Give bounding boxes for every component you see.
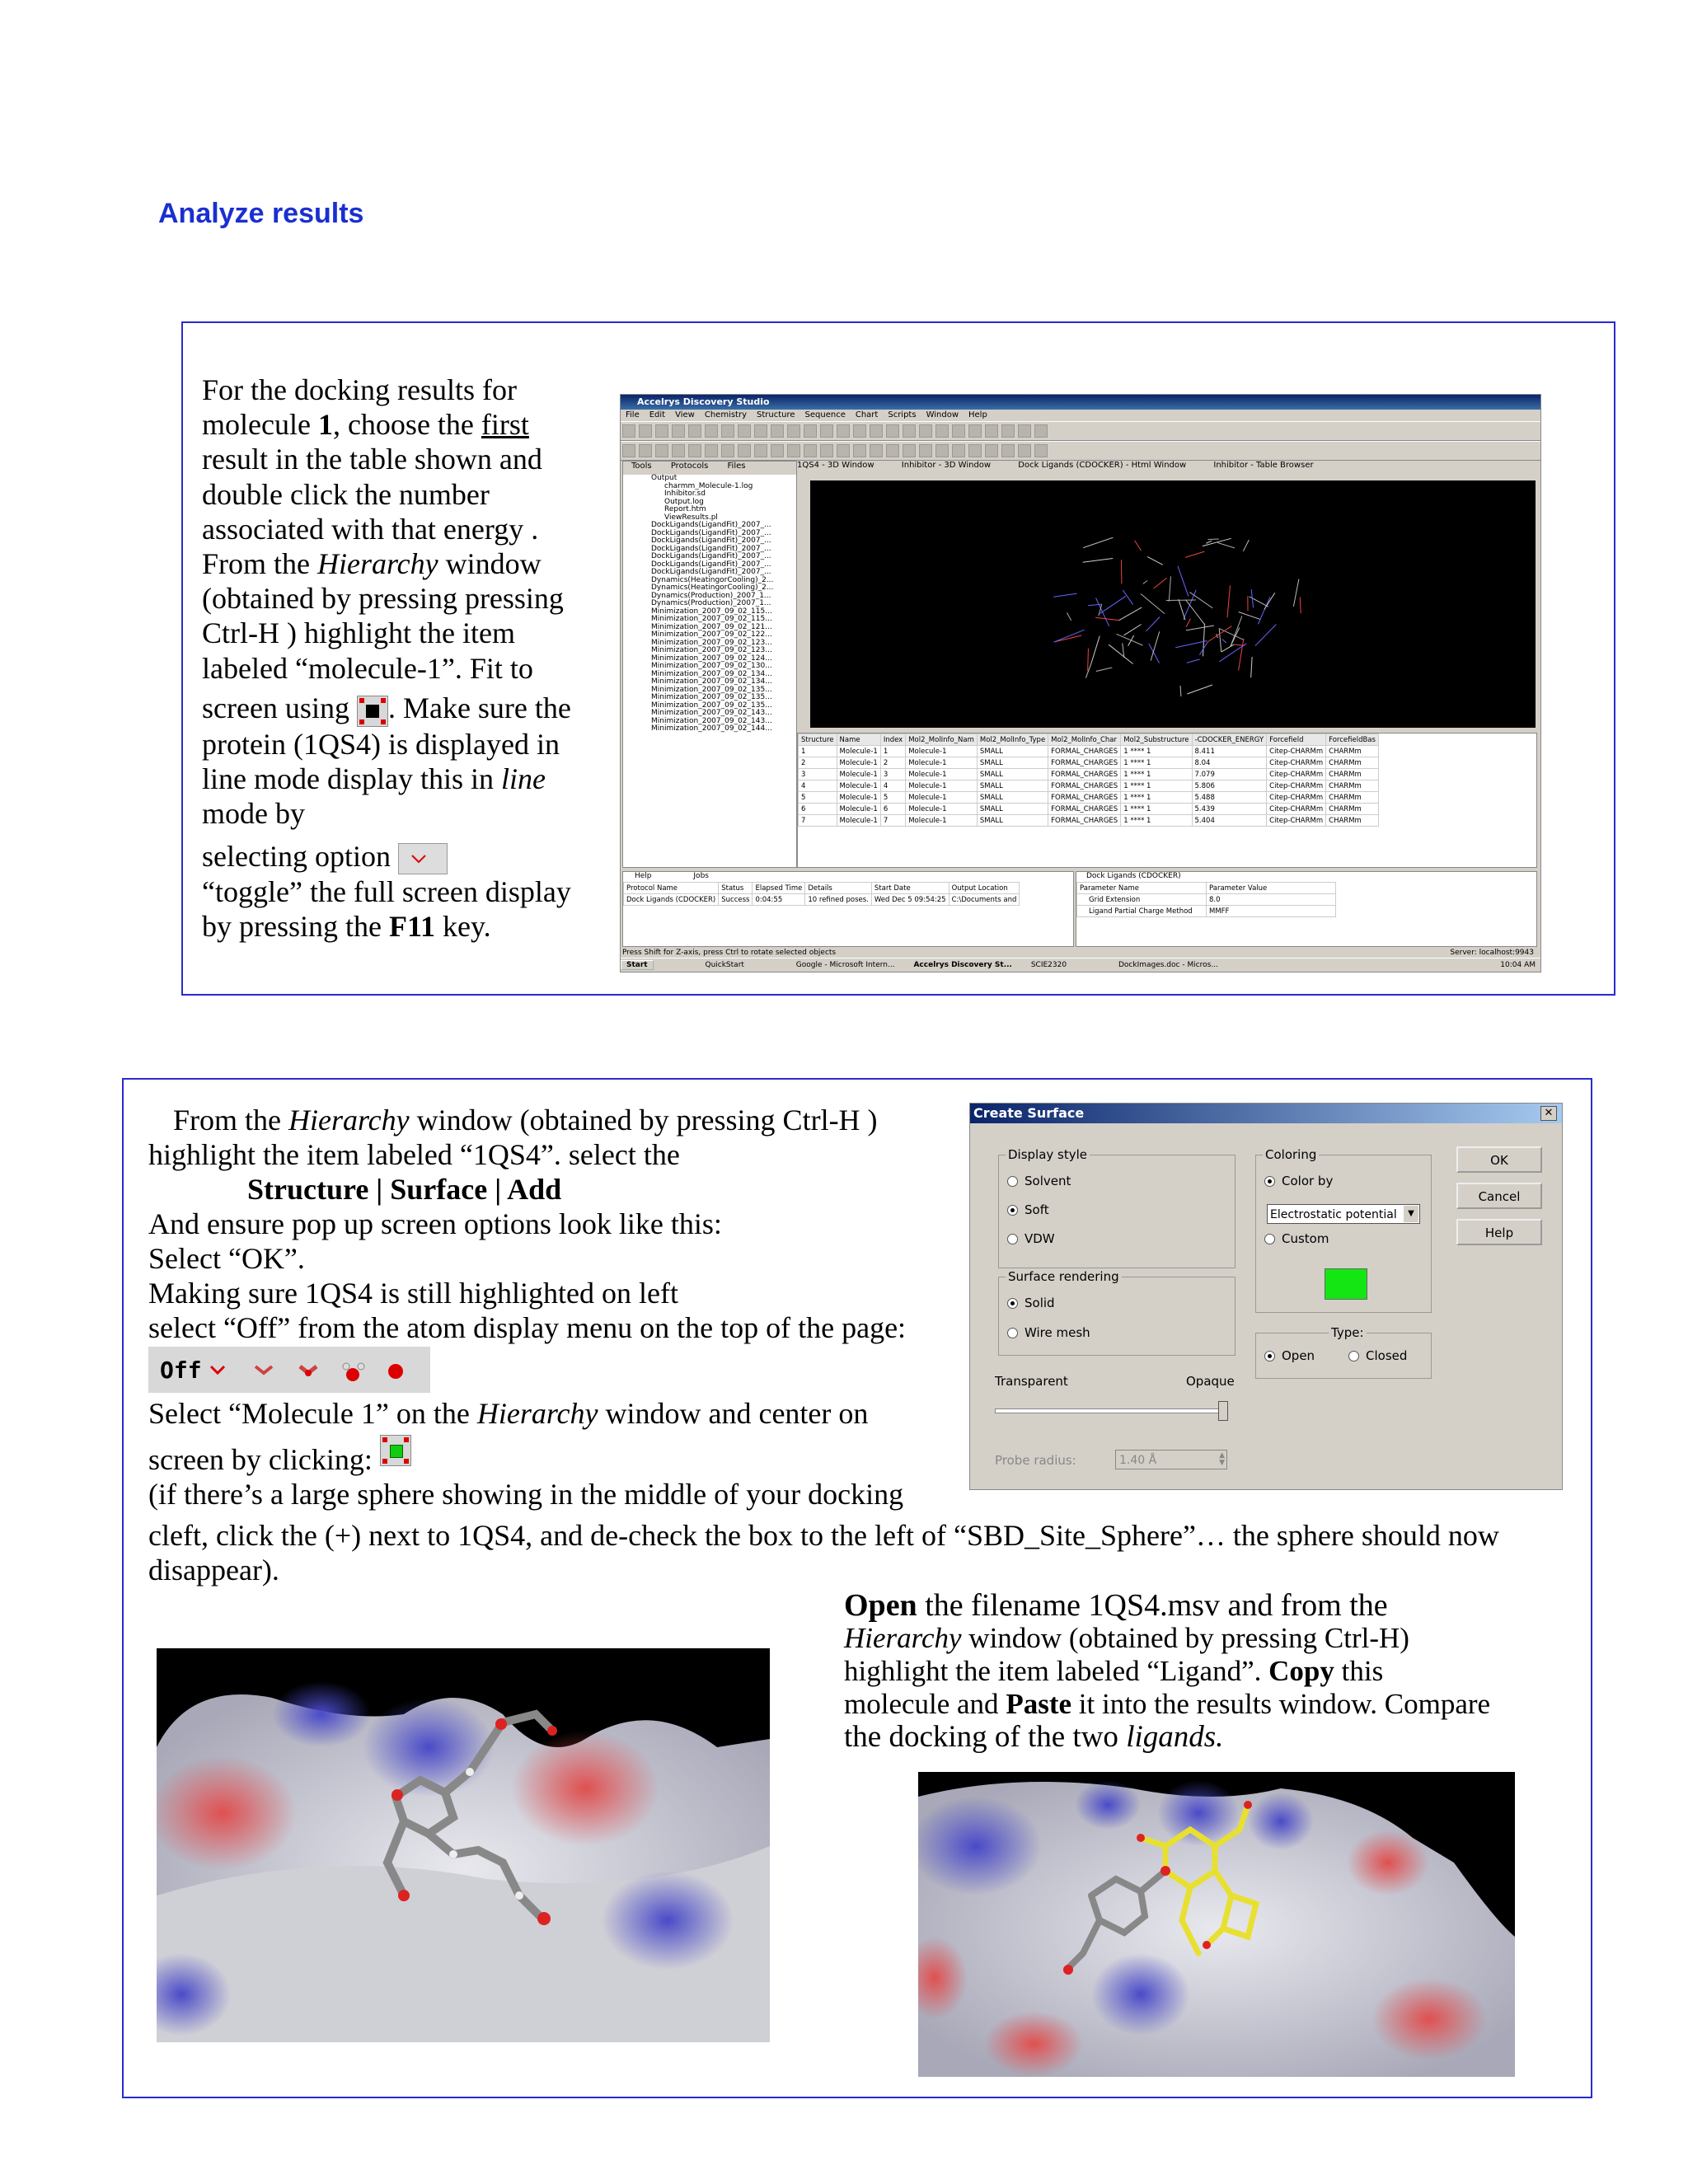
section-heading: Analyze results [158,198,364,229]
table-row[interactable] [799,757,1379,769]
ds-params-panel [1076,871,1537,947]
discovery-studio-screenshot [620,394,1541,972]
table-cell[interactable]: FORMAL_CHARGES [1048,769,1121,780]
probe-radius-label: Probe radius: [995,1453,1076,1468]
table-cell[interactable]: SMALL [977,815,1048,827]
toolbar-button[interactable] [837,424,850,438]
ds-table-browser [797,733,1537,868]
table-cell[interactable]: 8.411 [1192,746,1267,757]
jobs-header[interactable]: Elapsed Time [753,883,805,894]
table-cell[interactable]: Molecule-1 [906,769,978,780]
menu-chemistry[interactable]: Chemistry [704,410,747,419]
tree-item[interactable]: Output.log [664,497,704,506]
toolbar-button[interactable] [804,424,817,438]
radio-open[interactable]: Open [1264,1348,1315,1363]
dialog-title: Create Surface [970,1104,1562,1123]
tree-item[interactable]: ViewResults.pl [664,513,718,522]
toolbar-button[interactable] [968,444,982,457]
type-label: Type: [1329,1325,1367,1340]
table-cell[interactable]: CHARMm [1326,746,1379,757]
table-cell[interactable]: FORMAL_CHARGES [1048,804,1121,815]
tree-item[interactable]: Dynamics(Production)_2007_1... [651,591,771,600]
column-header[interactable]: Mol2_Substructure [1121,734,1192,746]
params-table [1076,882,1336,917]
table-cell[interactable]: 5.439 [1192,804,1267,815]
tree-item[interactable]: Minimization_2007_09_02_135... [651,685,772,694]
ds-3d-view[interactable] [810,480,1536,728]
radio-solvent[interactable]: Solvent [1007,1174,1071,1188]
protein-wireframe [810,480,1536,728]
toolbar-button[interactable] [903,424,916,438]
ds-left-tabs [623,462,796,475]
opaque-label: Opaque [1186,1374,1235,1389]
jobs-header[interactable]: Start Date [871,883,949,894]
radio-solid[interactable]: Solid [1007,1296,1055,1310]
tree-item[interactable]: Minimization_2007_09_02_143... [651,709,772,717]
status-right: Server: localhost:9943 [1450,949,1534,957]
column-header[interactable]: Name [837,734,880,746]
toolbar-button[interactable] [1034,424,1048,438]
jobs-header[interactable]: Output Location [949,883,1020,894]
toolbar-button[interactable] [870,424,883,438]
tree-item[interactable]: DockLigands(LigandFit)_2007_... [651,552,771,560]
radio-closed[interactable]: Closed [1348,1348,1407,1363]
table-cell[interactable]: Citep-CHARMm [1267,780,1326,792]
toolbar-button[interactable] [738,424,751,438]
jobs-cell[interactable]: Dock Ligands (CDOCKER) [624,894,719,906]
tree-item[interactable]: Inhibitor.sd [664,490,706,498]
table-cell[interactable]: CHARMm [1326,804,1379,815]
toolbar-button[interactable] [886,424,899,438]
help-button[interactable]: Help [1456,1219,1542,1245]
toolbar-button[interactable] [886,444,899,457]
center-on-screen-icon[interactable] [380,1435,411,1466]
table-cell[interactable]: 6 [799,804,837,815]
tree-item[interactable]: Minimization_2007_09_02_123... [651,646,772,654]
toolbar-button[interactable] [1001,444,1015,457]
menu-file[interactable]: File [626,410,640,419]
table-cell[interactable]: FORMAL_CHARGES [1048,780,1121,792]
status-left: Press Shift for Z-axis, press Ctrl to rotate selected objects [622,949,837,957]
jobs-tabs [623,872,1073,882]
tree-item[interactable]: Minimization_2007_09_02_135... [651,693,772,701]
table-cell[interactable]: CHARMm [1326,792,1379,804]
toolbar-button[interactable] [952,444,965,457]
toolbar-button[interactable] [738,444,751,457]
atom-display-menu [148,1347,430,1393]
tab-help[interactable]: Help [635,872,652,880]
table-cell[interactable]: Molecule-1 [906,757,978,769]
tab-inhibitor-3d[interactable]: Inhibitor - 3D Window [901,461,992,470]
toolbar-button[interactable] [820,424,833,438]
table-cell[interactable]: 6 [880,804,905,815]
tree-item[interactable]: Minimization_2007_09_02_135... [651,701,772,710]
toolbar-button[interactable] [655,444,668,457]
table-cell[interactable]: SMALL [977,769,1048,780]
table-cell[interactable]: 5 [799,792,837,804]
toolbar-button[interactable] [935,444,949,457]
type-group [1255,1325,1432,1379]
column-header[interactable]: ForcefieldBas [1326,734,1379,746]
table-cell[interactable]: Citep-CHARMm [1267,757,1326,769]
tab-inhibitor-table[interactable]: Inhibitor - Table Browser [1213,461,1314,470]
table-cell[interactable]: Molecule-1 [837,769,880,780]
table-cell[interactable]: 1 **** 1 [1121,792,1192,804]
atom-style-icons [148,1347,430,1393]
jobs-cell[interactable]: Success [719,894,753,906]
table-cell[interactable]: 1 **** 1 [1121,746,1192,757]
slider-thumb[interactable] [1218,1401,1228,1421]
toolbar-button[interactable] [688,424,701,438]
custom-color-swatch[interactable] [1325,1268,1367,1300]
tree-item[interactable]: Minimization_2007_09_02_121... [651,622,772,631]
params-tab[interactable]: Dock Ligands (CDOCKER) [1086,872,1181,880]
toolbar-button[interactable] [787,444,800,457]
menu-help[interactable]: Help [968,410,987,419]
transparent-label: Transparent [995,1374,1068,1389]
table-cell[interactable]: 1 **** 1 [1121,780,1192,792]
tab-1qs4-3d[interactable]: 1QS4 - 3D Window [797,461,874,470]
close-icon[interactable]: ✕ [1540,1106,1557,1121]
jobs-table [623,882,1020,906]
table-cell[interactable]: SMALL [977,746,1048,757]
toolbar-button[interactable] [622,444,635,457]
radio-vdw[interactable]: VDW [1007,1231,1055,1246]
tree-item[interactable]: Minimization_2007_09_02_143... [651,716,772,725]
tree-item[interactable]: DockLigands(LigandFit)_2007_... [651,528,771,537]
table-cell[interactable]: Molecule-1 [837,804,880,815]
jobs-cell[interactable]: Wed Dec 5 09:54:25 [871,894,949,906]
params-header: Parameter Value [1207,883,1336,894]
toolbar-button[interactable] [985,444,998,457]
menu-chart[interactable]: Chart [855,410,879,419]
toolbar-button[interactable] [1018,444,1031,457]
surface-rendering-group [998,1269,1236,1356]
table-cell[interactable]: Citep-CHARMm [1267,769,1326,780]
taskbar-scie2320[interactable]: SCIE2320 [1030,961,1067,969]
step3-text: Open the filename 1QS4.msv and from the Hierarchy window (obtained by pressing Ctrl-H) highlight the item labeled “Ligand”. Copy this molecule and Paste it into the results window. Compare the docking of the two ligands. [844,1588,1491,1754]
table-cell[interactable]: 2 [880,757,905,769]
radio-custom[interactable]: Custom [1264,1231,1329,1246]
column-header[interactable]: Structure [799,734,837,746]
ds-statusbar [622,949,1537,957]
step1-text: For the docking results for molecule 1, choose the first result in the table shown and double click the number associated with that energy . From the Hierarchy window (obtained by pressing pressing Ctrl-H ) highlight the item labeled “molecule-1”. Fit to screen using . Make sure the protein (1QS4) is displayed in line mode display this in line mode by selecting option “toggle” the full screen display by pressing the F11 key. [202,373,571,944]
tree-item[interactable]: Minimization_2007_09_02_124... [651,654,772,663]
toolbar-button[interactable] [935,424,949,438]
results-table [798,733,1379,827]
start-button[interactable]: Start [621,960,654,970]
tree-item[interactable]: charmm_Molecule-1.log [664,481,753,490]
toolbar-button[interactable] [919,444,932,457]
params-cell[interactable]: Ligand Partial Charge Method [1077,906,1207,917]
table-cell[interactable]: Citep-CHARMm [1267,792,1326,804]
toolbar-button[interactable] [968,424,982,438]
tree-item[interactable]: Minimization_2007_09_02_134... [651,677,772,686]
params-cell[interactable]: 8.0 [1207,894,1336,906]
table-cell[interactable]: 1 **** 1 [1121,769,1192,780]
column-header[interactable]: Mol2_MolInfo_Type [977,734,1048,746]
ds-toolbar [621,421,1540,441]
jobs-cell[interactable]: C:\Documents and [949,894,1020,906]
off-option[interactable]: Off [160,1357,202,1384]
display-style-label: Display style [1006,1147,1090,1162]
table-cell[interactable]: Molecule-1 [906,780,978,792]
line-style-icon [399,844,447,874]
params-cell[interactable]: Grid Extension [1077,894,1207,906]
toolbar-button[interactable] [1001,424,1015,438]
table-cell[interactable]: Molecule-1 [837,815,880,827]
table-cell[interactable]: 5 [880,792,905,804]
menu-sequence[interactable]: Sequence [804,410,846,419]
column-header[interactable]: Mol2_MolInfo_Char [1048,734,1121,746]
table-cell[interactable]: Molecule-1 [906,746,978,757]
ds-doc-tabs [797,461,1537,474]
taskbar-clock: 10:04 AM [1500,961,1536,969]
params-header: Parameter Name [1077,883,1207,894]
table-cell[interactable]: FORMAL_CHARGES [1048,757,1121,769]
tree-item[interactable]: Minimization_2007_09_02_130... [651,662,772,670]
step2-text-continued: cleft, click the (+) next to 1QS4, and de-check the box to the left of “SBD_Site_Sphere”… the sphere should now disappear). [148,1519,1499,1586]
toolbar-button[interactable] [919,424,932,438]
table-cell[interactable]: CHARMm [1326,769,1379,780]
taskbar-quickstart[interactable]: QuickStart [705,961,744,969]
jobs-header[interactable]: Status [719,883,753,894]
table-cell[interactable]: Molecule-1 [837,792,880,804]
table-cell[interactable]: Citep-CHARMm [1267,815,1326,827]
table-cell[interactable]: SMALL [977,780,1048,792]
table-cell[interactable]: 2 [799,757,837,769]
table-row[interactable] [799,769,1379,780]
toolbar-button[interactable] [639,424,652,438]
table-cell[interactable]: FORMAL_CHARGES [1048,746,1121,757]
toolbar-button[interactable] [754,424,767,438]
tab-protocols[interactable]: Protocols [670,462,709,471]
table-cell[interactable]: 1 **** 1 [1121,804,1192,815]
toolbar-button[interactable] [771,424,784,438]
toolbar-button[interactable] [721,444,734,457]
table-row[interactable] [799,804,1379,815]
toolbar-button[interactable] [787,424,800,438]
jobs-cell[interactable]: 10 refined poses. [805,894,872,906]
toolbar-button[interactable] [853,424,866,438]
tree-item[interactable]: Minimization_2007_09_02_144... [651,724,772,733]
surface-rendering-label: Surface rendering [1006,1269,1122,1284]
tree-item[interactable]: DockLigands(LigandFit)_2007_... [651,568,771,576]
docking-surface-image-2 [918,1772,1515,2077]
table-cell[interactable]: 4 [880,780,905,792]
display-style-group [998,1147,1236,1268]
column-header[interactable]: Index [880,734,905,746]
menu-view[interactable]: View [675,410,695,419]
tree-item[interactable]: Dynamics(HeatingorCooling)_2... [651,575,774,584]
toolbar-button[interactable] [1034,444,1048,457]
windows-taskbar [621,958,1540,972]
toolbar-button[interactable] [754,444,767,457]
table-cell[interactable]: SMALL [977,792,1048,804]
column-header[interactable]: Forcefield [1267,734,1326,746]
tree-item[interactable]: Dynamics(Production)_2007_1... [651,599,771,607]
table-cell[interactable]: 1 **** 1 [1121,815,1192,827]
toolbar-button[interactable] [705,444,718,457]
table-cell[interactable]: Molecule-1 [906,792,978,804]
toolbar-button[interactable] [639,444,652,457]
tree-item[interactable]: DockLigands(LigandFit)_2007_... [651,560,771,569]
table-cell[interactable]: SMALL [977,804,1048,815]
tree-item[interactable]: Dynamics(HeatingorCooling)_2... [651,583,774,592]
toolbar-button[interactable] [853,444,866,457]
ds-files-panel [622,461,797,868]
surface-render-1 [157,1648,770,2042]
toolbar-button[interactable] [688,444,701,457]
file-tree [623,475,796,733]
menu-scripts[interactable]: Scripts [888,410,917,419]
opacity-slider[interactable] [995,1408,1227,1413]
toolbar-button[interactable] [820,444,833,457]
table-cell[interactable]: Molecule-1 [837,757,880,769]
toolbar-button[interactable] [903,444,916,457]
chevron-down-icon: ▼ [1404,1206,1418,1222]
toolbar-button[interactable] [952,424,965,438]
table-cell[interactable]: 1 [880,746,905,757]
table-row[interactable] [799,780,1379,792]
create-surface-dialog [969,1103,1563,1490]
fit-to-screen-icon[interactable] [357,696,388,727]
radio-color-by[interactable]: Color by [1264,1174,1333,1188]
table-row[interactable] [799,815,1379,827]
jobs-header[interactable]: Details [805,883,872,894]
table-row[interactable] [799,792,1379,804]
taskbar-google[interactable]: Google - Microsoft Intern... [795,961,895,969]
tree-item[interactable]: Minimization_2007_09_02_134... [651,669,772,678]
table-cell[interactable]: Citep-CHARMm [1267,746,1326,757]
table-cell[interactable]: 1 [799,746,837,757]
tree-item[interactable]: DockLigands(LigandFit)_2007_... [651,521,771,529]
jobs-cell[interactable]: 0:04:55 [753,894,805,906]
toolbar-button[interactable] [870,444,883,457]
menu-structure[interactable]: Structure [757,410,795,419]
menu-edit[interactable]: Edit [649,410,666,419]
color-by-select[interactable]: Electrostatic potential ▼ [1267,1204,1420,1224]
toolbar-button[interactable] [672,444,685,457]
table-cell[interactable]: Citep-CHARMm [1267,804,1326,815]
taskbar-dockimages[interactable]: DockImages.doc - Micros... [1118,961,1218,969]
table-cell[interactable]: 5.488 [1192,792,1267,804]
radio-wire-mesh[interactable]: Wire mesh [1007,1325,1090,1340]
table-cell[interactable]: Molecule-1 [906,804,978,815]
step2-text: From the Hierarchy window (obtained by pressing Ctrl-H ) highlight the item labeled “1QS4”. select the Structure | Surface | Add And ensure pop up screen options look like this: Select “OK”. Making sure 1QS4 is still highlighted on left select “Off” from the atom display menu on the top of the page: Off Select “Molecule 1” on the Hierarchy window and center on screen by clicking: (if there’s a large sphere showing in the middle of your docking [148,1104,907,1511]
spinner-icon[interactable]: ▲ ▼ [1219,1451,1225,1467]
radio-soft[interactable]: Soft [1007,1202,1049,1217]
table-cell[interactable]: 4 [799,780,837,792]
ds-jobs-panel [622,871,1074,947]
toolbar-button[interactable] [837,444,850,457]
jobs-header[interactable]: Protocol Name [624,883,719,894]
cancel-button[interactable]: Cancel [1456,1183,1542,1209]
tree-item[interactable]: Report.htm [664,505,706,513]
tree-item[interactable]: Output [651,474,678,482]
table-cell[interactable]: FORMAL_CHARGES [1048,815,1121,827]
tab-files[interactable]: Files [727,462,746,471]
tree-item[interactable]: Minimization_2007_09_02_122... [651,630,772,639]
toolbar-button[interactable] [771,444,784,457]
ds-menubar [621,410,1540,421]
probe-radius-input[interactable]: 1.40 Å ▲ ▼ [1115,1450,1227,1469]
table-cell[interactable]: 1 **** 1 [1121,757,1192,769]
table-cell[interactable]: SMALL [977,757,1048,769]
toolbar-button[interactable] [1018,424,1031,438]
params-cell[interactable]: MMFF [1207,906,1336,917]
taskbar-discovery-studio[interactable]: Accelrys Discovery St... [913,961,1012,969]
docking-surface-image-1 [157,1648,770,2042]
coloring-label: Coloring [1263,1147,1319,1162]
table-cell[interactable]: 5.404 [1192,815,1267,827]
tree-item[interactable]: Minimization_2007_09_02_123... [651,638,772,647]
table-cell[interactable]: FORMAL_CHARGES [1048,792,1121,804]
table-cell[interactable]: 5.806 [1192,780,1267,792]
tab-dock-ligands-html[interactable]: Dock Ligands (CDOCKER) - Html Window [1018,461,1187,470]
ok-button[interactable]: OK [1456,1146,1542,1173]
tree-item[interactable]: DockLigands(LigandFit)_2007_... [651,537,771,545]
surface-render-2 [918,1772,1515,2077]
column-header[interactable]: Mol2_MolInfo_Nam [906,734,978,746]
tree-item[interactable]: Minimization_2007_09_02_115... [651,615,772,623]
tree-item[interactable]: DockLigands(LigandFit)_2007_... [651,544,771,553]
table-cell[interactable]: 3 [799,769,837,780]
ds-toolbar-2 [621,441,1540,461]
tree-item[interactable]: Minimization_2007_09_02_115... [651,607,772,616]
toolbar-button[interactable] [721,424,734,438]
tab-tools[interactable]: Tools [631,462,652,471]
ds-titlebar: Accelrys Discovery Studio [621,395,1540,410]
table-cell[interactable]: 8.04 [1192,757,1267,769]
table-cell[interactable]: Molecule-1 [837,746,880,757]
tab-jobs[interactable]: Jobs [693,872,709,880]
table-cell[interactable]: Molecule-1 [906,815,978,827]
table-cell[interactable]: CHARMm [1326,757,1379,769]
table-cell[interactable]: CHARMm [1326,815,1379,827]
toolbar-button[interactable] [655,424,668,438]
table-cell[interactable]: Molecule-1 [837,780,880,792]
table-cell[interactable]: 3 [880,769,905,780]
table-cell[interactable]: 7 [880,815,905,827]
table-row[interactable] [799,746,1379,757]
toolbar-button[interactable] [705,424,718,438]
toolbar-button[interactable] [622,424,635,438]
toolbar-button[interactable] [672,424,685,438]
table-cell[interactable]: CHARMm [1326,780,1379,792]
line-display-icon[interactable] [398,843,448,874]
column-header[interactable]: -CDOCKER_ENERGY [1192,734,1267,746]
table-cell[interactable]: 7 [799,815,837,827]
toolbar-button[interactable] [804,444,817,457]
toolbar-button[interactable] [985,424,998,438]
menu-window[interactable]: Window [926,410,959,419]
table-cell[interactable]: 7.079 [1192,769,1267,780]
